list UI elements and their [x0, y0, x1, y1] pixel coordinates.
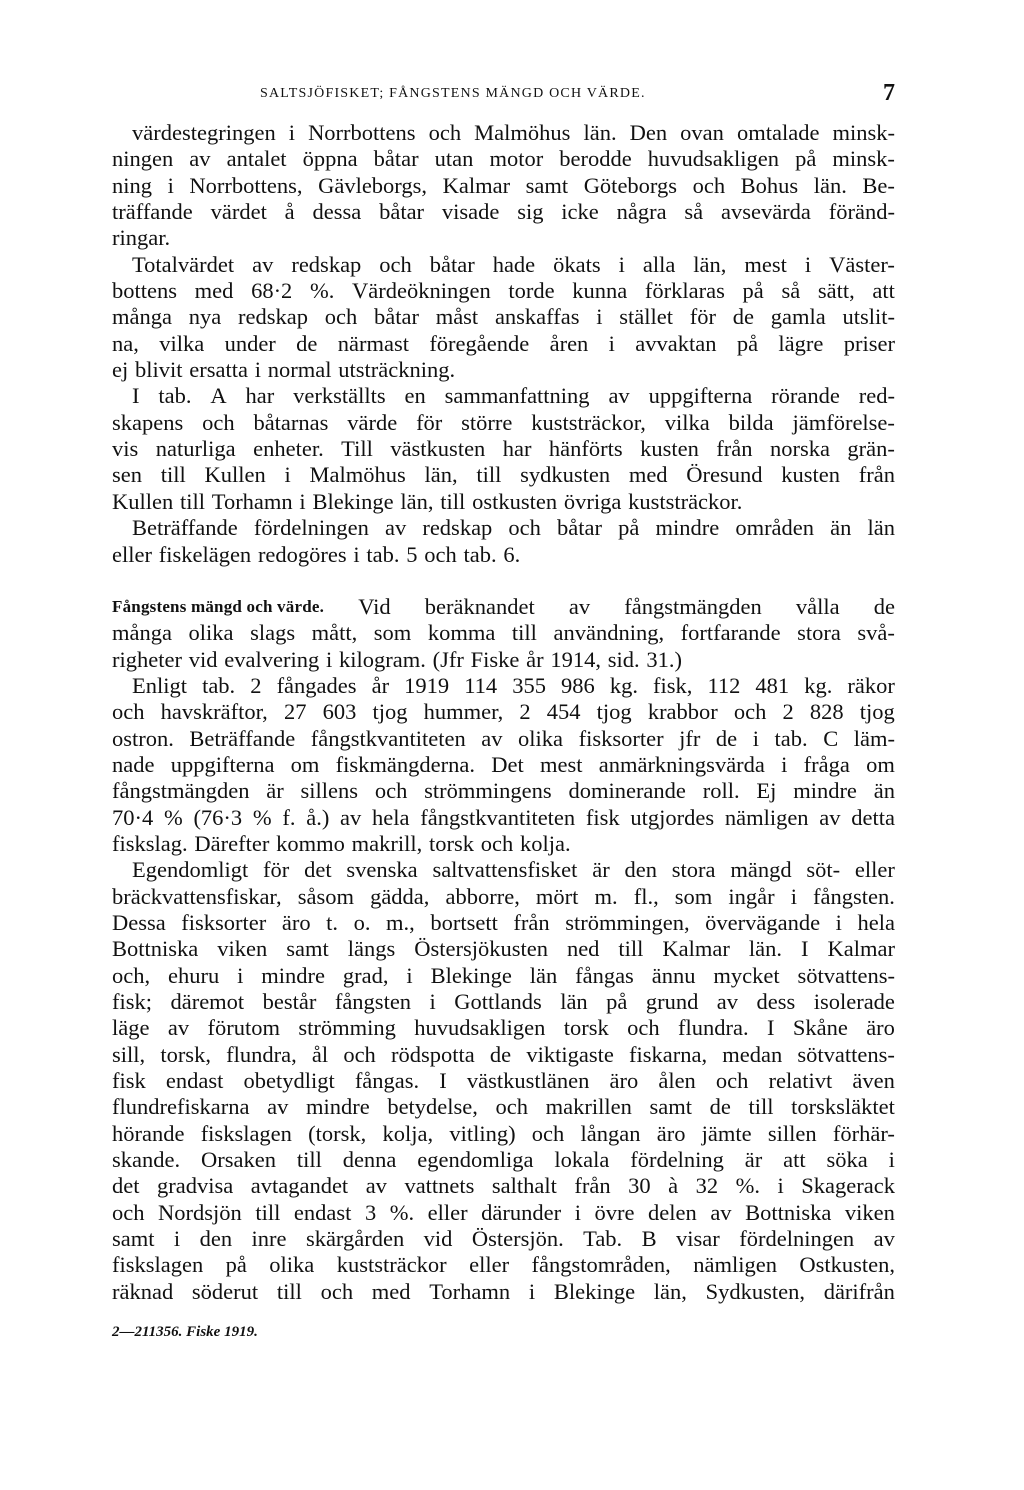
text-line: Egendomligt för det svenska saltvattensfisket är den stora mängd söt- eller — [132, 857, 895, 883]
running-title: SALTSJÖFISKET; FÅNGSTENS MÄNGD OCH VÄRDE. — [260, 86, 646, 101]
running-head — [112, 82, 895, 120]
text-line: ej blivit ersatta i normal utsträckning. — [112, 357, 456, 383]
text-line: Totalvärdet av redskap och båtar hade ökats i alla län, mest i Väster- — [132, 251, 895, 277]
body-text — [112, 120, 895, 1305]
section-paragraph — [112, 594, 895, 673]
text-line: många nya redskap och båtar måst anskaffas i stället för de gamla utslit- — [112, 304, 895, 330]
section-heading: Fångstens mängd och värde. — [112, 596, 325, 616]
text-line: träffande värdet å dessa båtar visade sig icke några så avsevärda föränd- — [112, 199, 895, 225]
text-line: ningen av antalet öppna båtar utan motor berodde huvudsakligen på minsk- — [112, 146, 895, 172]
text-line: vis naturliga enheter. Till västkusten har hänförts kusten från norska grän- — [112, 436, 895, 462]
section-gap — [112, 568, 895, 594]
text-line: Bottniska viken samt längs Östersjökusten ned till Kalmar län. I Kalmar — [112, 936, 895, 962]
text-line: righeter vid evalvering i kilogram. (Jfr Fiske år 1914, sid. 31.) — [112, 646, 682, 672]
page-number: 7 — [883, 80, 895, 106]
text-line: Dessa fisksorter äro t. o. m., bortsett från strömmingen, övervägande i hela — [112, 909, 895, 935]
text-line: Fångstens mängd och värde. Vid beräknandet av fångstmängden vålla de — [112, 593, 895, 619]
text-line: eller fiskelägen redogöres i tab. 5 och tab. 6. — [112, 541, 521, 567]
text-line: fisk; däremot består fångsten i Gottlands län på grund av dess isolerade — [112, 989, 895, 1014]
paragraph — [112, 383, 895, 515]
text-line: Kullen till Torhamn i Blekinge län, till ostkusten övriga kuststräckor. — [112, 488, 743, 514]
text-line: många olika slags mått, som komma till användning, fortfarande stora svå- — [112, 620, 895, 646]
text-line: skapens och båtarnas värde för större kuststräckor, vilka bilda jämförelse- — [112, 409, 895, 435]
text-line: läge av förutom strömming huvudsakligen torsk och flundra. I Skåne äro — [112, 1015, 895, 1041]
text-line: värdestegringen i Norrbottens och Malmöhus län. Den ovan omtalade minsk- — [132, 120, 895, 145]
text-line: flundrefiskarna av mindre betydelse, och makrillen samt de till torsksläktet — [112, 1094, 895, 1120]
text-line: nade uppgifterna om fiskmängderna. Det mest anmärkningsvärda i fråga om — [112, 751, 895, 777]
text-line: fiskslagen på olika kuststräckor eller fångstområden, nämligen Ostkusten, — [112, 1252, 895, 1278]
text-line: fångstmängden är sillens och strömmingens dominerande roll. Ej mindre än — [112, 778, 895, 804]
text-line: ning i Norrbottens, Gävleborgs, Kalmar samt Göteborgs och Bohus län. Be- — [112, 172, 895, 198]
text-line: bottens med 68·2 %. Värdeökningen torde kunna förklaras på så sätt, att — [112, 278, 895, 304]
text-line: na, vilka under de närmast föregående åren i avvaktan på lägre priser — [112, 330, 895, 356]
printer-footnote: 2—211356. Fiske 1919. — [112, 1324, 258, 1341]
text-line: skande. Orsaken till denna egendomliga lokala fördelning är att söka i — [112, 1147, 895, 1173]
text-line: och havskräftor, 27 603 tjog hummer, 2 454 tjog krabbor och 2 828 tjog — [112, 699, 895, 725]
text-line: Enligt tab. 2 fångades år 1919 114 355 986 kg. fisk, 112 481 kg. räkor — [132, 672, 895, 698]
text-line: sill, torsk, flundra, ål och rödspotta de viktigaste fiskarna, medan sötvattens- — [112, 1041, 895, 1067]
text-line: fiskslag. Därefter kommo makrill, torsk och kolja. — [112, 830, 571, 856]
text-line: fisk endast obetydligt fångas. I västkustlänen äro ålen och relativt även — [112, 1068, 895, 1094]
text-line: Beträffande fördelningen av redskap och båtar på mindre områden än län — [132, 515, 895, 541]
text-line: samt i den inre skärgården vid Östersjön. Tab. B visar fördelningen av — [112, 1226, 895, 1252]
text-line: hörande fiskslagen (torsk, kolja, vitling) och långan äro jämte sillen förhär- — [112, 1120, 895, 1146]
page — [112, 82, 895, 1341]
text-line: ringar. — [112, 225, 171, 251]
text-line: I tab. A har verkställts en sammanfattning av uppgifterna rörande red- — [132, 383, 895, 409]
paragraph — [112, 673, 895, 857]
text-line: ostron. Beträffande fångstkvantiteten av olika fisksorter jfr de i tab. C läm- — [112, 725, 895, 751]
paragraph — [112, 515, 895, 568]
text-line: 70·4 % (76·3 % f. å.) av hela fångstkvantiteten fisk utgjordes nämligen av detta — [112, 804, 895, 830]
paragraph — [112, 857, 895, 1305]
text-line: räknad söderut till och med Torhamn i Blekinge län, Sydkusten, därifrån — [112, 1278, 895, 1304]
text-line: sen till Kullen i Malmöhus län, till sydkusten med Öresund kusten från — [112, 462, 895, 488]
text-line: det gradvisa avtagandet av vattnets salthalt från 30 à 32 %. i Skagerack — [112, 1173, 895, 1199]
paragraph — [112, 252, 895, 384]
text-line: och Nordsjön till endast 3 %. eller därunder i övre delen av Bottniska viken — [112, 1199, 895, 1225]
text-line: och, ehuru i mindre grad, i Blekinge län fångas ännu mycket sötvattens- — [112, 962, 895, 988]
text-line: bräckvattensfiskar, såsom gädda, abborre, mört m. fl., som ingår i fångsten. — [112, 883, 895, 909]
paragraph — [112, 120, 895, 252]
